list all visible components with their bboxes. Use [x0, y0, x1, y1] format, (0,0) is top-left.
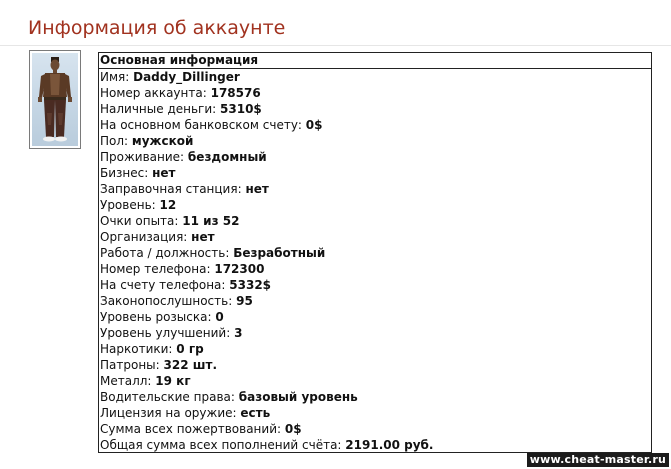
info-label: Имя:: [100, 70, 130, 84]
info-value: нет: [245, 182, 269, 196]
info-label: Организация:: [100, 230, 188, 244]
info-row-bank: [99, 117, 651, 133]
info-label: Наличные деньги:: [100, 102, 217, 116]
info-label: Бизнес:: [100, 166, 149, 180]
info-value: бездомный: [187, 150, 267, 164]
info-label: Наркотики:: [100, 342, 173, 356]
info-label: Законопослушность:: [100, 294, 233, 308]
info-row-cash: [99, 101, 651, 117]
info-value: Daddy_Dillinger: [133, 70, 240, 84]
account-info-table: [98, 52, 652, 453]
info-row-level: [99, 197, 651, 213]
info-value: 0: [215, 310, 224, 324]
info-label: Очки опыта:: [100, 214, 179, 228]
info-row-experience: [99, 213, 651, 229]
info-label: На счету телефона:: [100, 278, 226, 292]
info-row-gun-license: [99, 405, 651, 421]
info-row-driver-license: [99, 389, 651, 405]
character-figure-icon: [32, 53, 78, 146]
info-label: Работа / должность:: [100, 246, 230, 260]
info-label: Лицензия на оружие:: [100, 406, 237, 420]
info-value: 12: [159, 198, 177, 212]
info-row-ammo: [99, 357, 651, 373]
info-row-residence: [99, 149, 651, 165]
info-row-account-number: [99, 85, 651, 101]
info-value: 95: [236, 294, 253, 308]
info-value: нет: [191, 230, 215, 244]
info-label: Уровень розыска:: [100, 310, 212, 324]
info-row-gas-station: [99, 181, 651, 197]
info-value: 5310$: [220, 102, 262, 116]
page-title: Информация об аккаунте: [28, 17, 286, 39]
info-value: 19 кг: [155, 374, 191, 388]
info-value: 2191.00 руб.: [345, 438, 434, 452]
title-divider: [0, 45, 671, 46]
info-row-business: [99, 165, 651, 181]
info-row-phone-balance: [99, 277, 651, 293]
avatar: [29, 50, 81, 149]
info-row-name: [99, 69, 651, 85]
info-label: Сумма всех пожертвований:: [100, 422, 282, 436]
info-value: 5332$: [229, 278, 272, 292]
info-value: 322 шт.: [163, 358, 218, 372]
info-row-organization: [99, 229, 651, 245]
info-row-wanted-level: [99, 309, 651, 325]
info-value: Безработный: [233, 246, 326, 260]
info-label: Водительские права:: [100, 390, 235, 404]
info-row-phone-number: [99, 261, 651, 277]
info-label: Уровень улучшений:: [100, 326, 231, 340]
info-row-metal: [99, 373, 651, 389]
info-label: Металл:: [100, 374, 152, 388]
info-label: Пол:: [100, 134, 129, 148]
info-label: Патроны:: [100, 358, 160, 372]
info-row-total-topups: [99, 437, 651, 453]
info-table-header: Основная информация: [99, 53, 651, 69]
info-value: 3: [234, 326, 243, 340]
info-value: 0$: [284, 422, 302, 436]
info-row-job: [99, 245, 651, 261]
info-label: Уровень:: [100, 198, 156, 212]
info-row-gender: [99, 133, 651, 149]
info-label: На основном банковском счету:: [100, 118, 302, 132]
info-label: Проживание:: [100, 150, 185, 164]
info-label: Общая сумма всех пополнений счёта:: [100, 438, 342, 452]
info-row-donations: [99, 421, 651, 437]
info-value: 178576: [210, 86, 261, 100]
info-value: мужской: [131, 134, 194, 148]
info-value: есть: [240, 406, 271, 420]
info-value: нет: [152, 166, 176, 180]
info-value: 0$: [305, 118, 323, 132]
info-value: 0 гр: [176, 342, 204, 356]
info-value: базовый уровень: [238, 390, 358, 404]
character-skin-image: [32, 53, 78, 146]
info-label: Заправочная станция:: [100, 182, 242, 196]
info-row-upgrade-level: [99, 325, 651, 341]
info-value: 11 из 52: [182, 214, 240, 228]
info-label: Номер телефона:: [100, 262, 211, 276]
info-value: 172300: [214, 262, 265, 276]
info-row-drugs: [99, 341, 651, 357]
info-label: Номер аккаунта:: [100, 86, 207, 100]
info-row-law-abiding: [99, 293, 651, 309]
site-watermark: www.cheat-master.ru: [527, 453, 669, 467]
